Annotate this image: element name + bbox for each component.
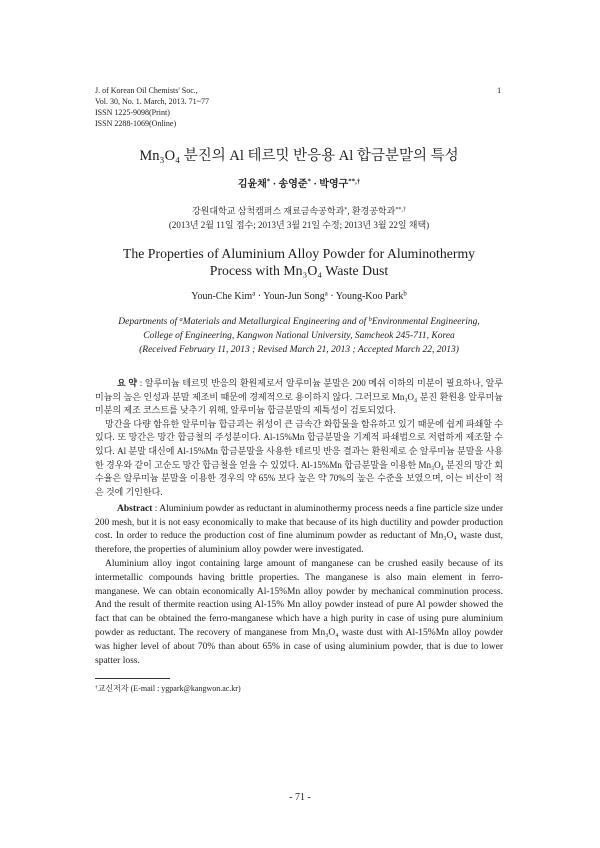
affiliation-mark-a: a <box>179 315 183 323</box>
author-name: 박영구 <box>319 179 349 190</box>
corresponding-author-footnote <box>95 683 503 694</box>
author-separator: · <box>330 291 334 302</box>
abstract-english-paragraph <box>95 503 503 558</box>
affiliation-dept-1: 강원대학교 삼척캠퍼스 재료금속공학과 <box>191 206 345 216</box>
title-korean: Mn₃O₄ 분진의 Al 테르밋 반응용 Al 합금분말의 특성 <box>139 148 459 164</box>
footnote-mark: † <box>95 684 98 691</box>
affiliation-mark-1: * <box>344 206 348 213</box>
corner-page-number: 1 <box>497 85 502 95</box>
submission-dates-korean: (2013년 2월 11일 접수; 2013년 3월 21일 수정; 2013년 3월 22일 채택) <box>168 220 430 230</box>
affiliation-english <box>95 315 503 357</box>
author-separator: · <box>257 291 262 302</box>
abstract-colon: : <box>139 378 143 388</box>
submission-history: (Received February 11, 2013 ; Revised March 21, 2013 ; Accepted March 22, 2013) <box>139 345 459 355</box>
abstract-english <box>95 503 503 669</box>
issn-print: ISSN 1225-9098(Print) <box>95 108 170 117</box>
authors-korean <box>95 178 503 192</box>
abstract-english-label: Abstract <box>117 503 153 514</box>
affiliation-prefix: Departments of <box>118 317 180 327</box>
author-mark: * <box>307 178 311 186</box>
author-name: Young-Koo Park <box>335 291 404 302</box>
abstract-korean-text-1: 알루미늄 테르밋 반응의 환원제로서 알루미늄 분말은 200 메쉬 이하의 미분이 필요하나, 알루미늄의 높은 인성과 분말 제조비 때문에 경제적으로 용이하지 않다. 그러므로 Mn₃O₄ 분진 환원용 알루미늄 미분의 제조 코스트를 낮추기 위해, 알루미늄 합금분말의 제특성이 검토되었다. <box>95 378 503 416</box>
abstract-korean-paragraph <box>95 418 503 500</box>
issn-online: ISSN 2288-1069(Online) <box>95 119 177 128</box>
authors-english <box>95 290 503 304</box>
author-name: Youn-Jun Song <box>263 291 325 302</box>
affiliation-dept-2: , 환경공학과 <box>347 206 396 216</box>
author-mark: a <box>324 290 328 298</box>
footnote-text: 교신저자 (E-mail : ygpark@kangwon.ac.kr) <box>97 684 241 694</box>
affiliation-college: College of Engineering, Kangwon National University, Samcheok 245-711, Korea <box>143 331 455 341</box>
journal-volume: Vol. 30, No. 1. March, 2013. 71~77 <box>95 97 209 106</box>
abstract-english-text-1: Aluminium powder as reductant in aluminothermy process needs a fine particle size under 200 mesh, but it is not easy economically to make that because of its high ductility and powder production cost. In order to reduce the production cost of fine aluminum powder as reductant of Mn₃O₄ waste dust, therefore, the properties of aluminium alloy powder were investigated. <box>95 503 503 556</box>
affiliation-departments <box>95 315 503 329</box>
abstract-english-paragraph <box>95 558 503 668</box>
journal-name: J. of Korean Oil Chemists' Soc., <box>95 86 198 95</box>
author-mark: * <box>266 178 271 186</box>
author-mark: b <box>403 290 407 298</box>
author-name: Youn-Che Kim <box>191 291 253 302</box>
abstract-english-text-2: Aluminium alloy ingot containing large amount of manganese can be crushed easily because of its intermetallic compounds having brittle properties. The manganese is also main element in ferro-manganese. We can obtain economically Al-15%Mn alloy powder by mechanical comminution process. And the result of thermite reaction using Al-15% Mn alloy powder instead of pure Al powder showed the fact that can be obtained the ferro-manganese which have a high purity in case of using pure aluminium powder as reductant. The recovery of manganese from Mn₃O₄ waste dust with Al-15%Mn alloy powder was higher level of about 70% than about 65% in case of using aluminium powder, that is due to lower spatter loss. <box>95 559 503 666</box>
affiliation-korean <box>95 204 503 218</box>
affiliation-mark-b: b <box>368 315 372 323</box>
affiliation-mark-2: **,† <box>395 206 407 213</box>
author-name: 송영준 <box>278 179 308 190</box>
abstract-korean-label: 요 약 <box>117 378 138 388</box>
abstract-korean-paragraph <box>95 377 503 418</box>
affiliation-dept-a: Materials and Metallurgical Engineering and of <box>182 317 369 327</box>
author-mark: a <box>252 290 256 298</box>
abstract-colon: : <box>154 503 158 514</box>
affiliation-dept-b: Environmental Engineering, <box>371 317 480 327</box>
title-english <box>95 245 503 279</box>
title-english-line-1: The Properties of Aluminium Alloy Powder for Aluminothermy <box>122 245 476 261</box>
author-mark: **,† <box>348 178 361 186</box>
footnote-divider <box>95 678 170 679</box>
page-number: - 71 - <box>289 792 311 803</box>
author-separator: · <box>313 179 317 190</box>
author-separator: · <box>272 179 277 190</box>
text-column <box>95 85 503 694</box>
abstract-korean <box>95 377 503 499</box>
journal-header <box>95 85 503 129</box>
title-english-line-2: Process with Mn₃O₄ Waste Dust <box>209 262 389 278</box>
author-name: 김윤채 <box>237 179 267 190</box>
abstract-korean-text-2: 망간을 다량 함유한 알루미늄 합금괴는 취성이 큰 금속간 화합물을 함유하고 있기 때문에 쉽게 파쇄할 수 있다. 또 망간은 망간 합금철의 주성분이다. Al-15%Mn 합금분말을 기계적 파쇄법으로 저렴하게 제조할 수 있다. Al 분말 대신에 Al-15%Mn 합금분말을 사용한 테르밋 반응 결과는 환원제로 순 알루미늄 분말을 사용한 경우와 같이 고순도 망간 합금철을 얻을 수 있었다. Al-15%Mn 합금분말을 이용한 Mn₃O₄ 분진의 망간 회수율은 알루미늄 분말을 이용한 경우의 약 65% 보다 높은 약 70%의 높은 수준을 보였으며, 이는 비산이 적은 것에 기인한다. <box>95 418 503 497</box>
